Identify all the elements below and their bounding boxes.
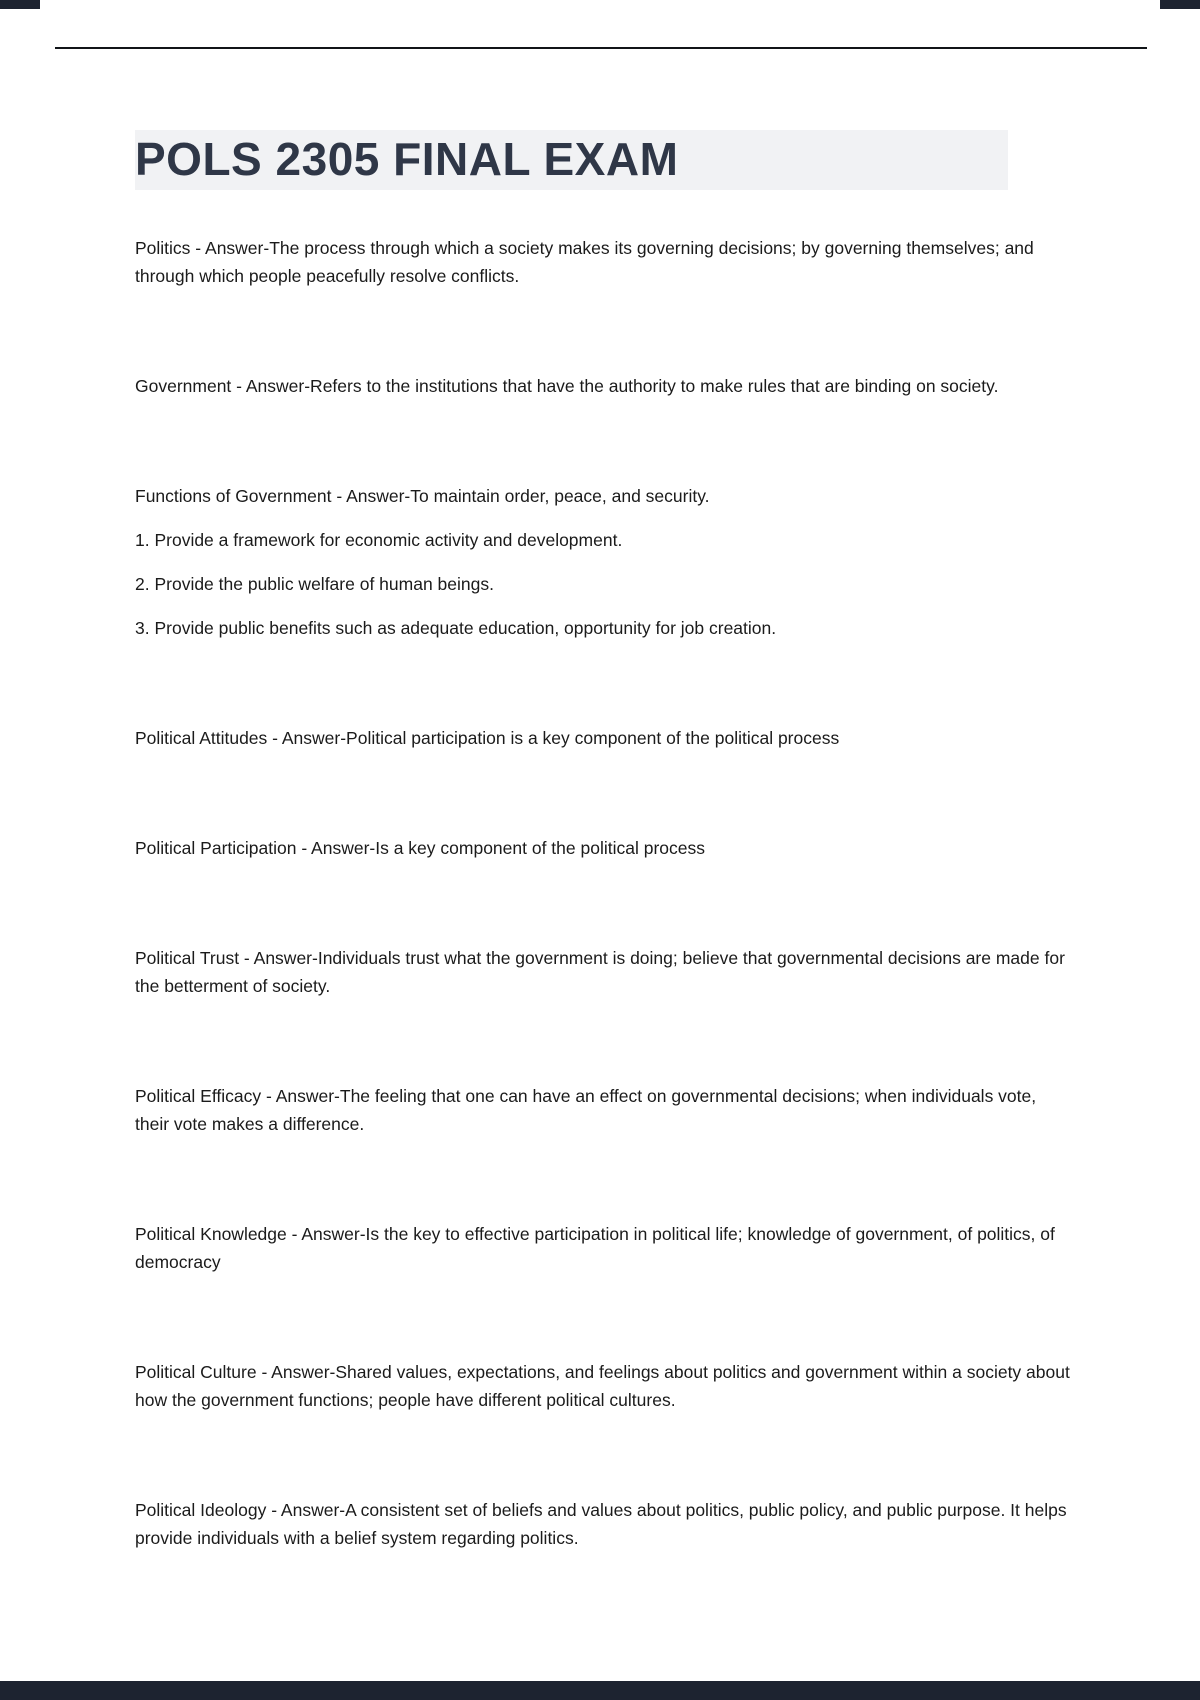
- qa-paragraph-political-participation: Political Participation - Answer-Is a key component of the political process: [135, 838, 705, 858]
- list-item-3: 3. Provide public benefits such as adequate education, opportunity for job creation.: [135, 618, 777, 638]
- footer-bar: [0, 1681, 1200, 1700]
- title-highlight: [135, 130, 1008, 190]
- qa-paragraph-political-knowledge: Political Knowledge - Answer-Is the key to effective participation in political life; knowledge of government, of politics, of democracy: [135, 1224, 1055, 1272]
- qa-paragraph-political-trust: Political Trust - Answer-Individuals trust what the government is doing; believe that governmental decisions are made for the betterment of society.: [135, 948, 1065, 996]
- qa-paragraph-political-culture: Political Culture - Answer-Shared values, expectations, and feelings about politics and government within a society about how the government functions; people have different political cultures.: [135, 1362, 1070, 1410]
- qa-paragraph-political-attitudes: Political Attitudes - Answer-Political participation is a key component of the political process: [135, 728, 840, 748]
- list-item-2: 2. Provide the public welfare of human beings.: [135, 574, 494, 594]
- qa-paragraph-political-efficacy: Political Efficacy - Answer-The feeling that one can have an effect on governmental decisions; when individuals vote, their vote makes a difference.: [135, 1086, 1037, 1134]
- qa-paragraph-functions-of-government: Functions of Government - Answer-To maintain order, peace, and security.: [135, 486, 710, 506]
- qa-paragraph-political-ideology: Political Ideology - Answer-A consistent set of beliefs and values about politics, public policy, and public purpose. It helps provide individuals with a belief system regarding politics.: [135, 1500, 1067, 1548]
- qa-paragraph-politics: Politics - Answer-The process through which a society makes its governing decisions; by governing themselves; and through which people peacefully resolve conflicts.: [135, 238, 1034, 286]
- top-left-corner-mark: [0, 0, 40, 9]
- list-item-1: 1. Provide a framework for economic activity and development.: [135, 530, 623, 550]
- top-right-corner-mark: [1160, 0, 1200, 9]
- header-rule: [55, 47, 1147, 49]
- document-body: [135, 130, 1070, 1634]
- page-title: POLS 2305 FINAL EXAM: [135, 133, 679, 185]
- qa-paragraph-government: Government - Answer-Refers to the institutions that have the authority to make rules that are binding on society.: [135, 376, 999, 396]
